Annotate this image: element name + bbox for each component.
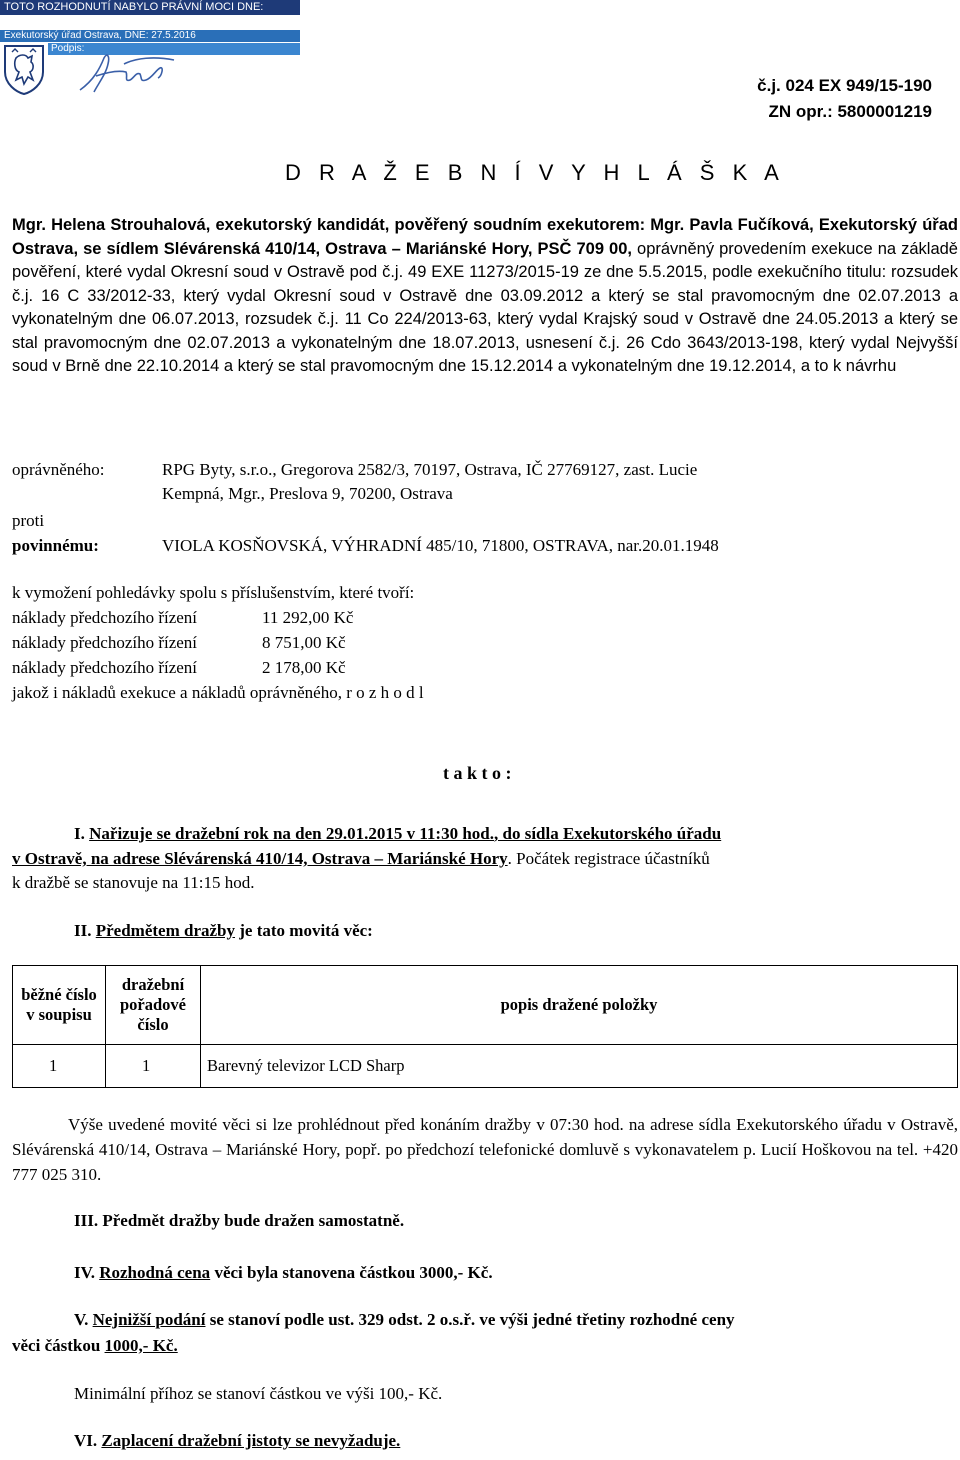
- section-5-line1: [74, 1310, 735, 1330]
- header-order-no: dražební pořadové číslo: [106, 966, 201, 1045]
- section-6: [74, 1431, 400, 1451]
- creditor-line1: RPG Byty, s.r.o., Gregorova 2582/3, 70197, Ostrava, IČ 27769127, zast. Lucie: [162, 460, 698, 479]
- section-2-subject: Předmětem dražby: [95, 921, 235, 940]
- section-4-number: IV.: [74, 1263, 95, 1282]
- claims-intro: k vymožení pohledávky spolu s příslušenstvím, které tvoří:: [12, 583, 415, 602]
- section-2-rest: je tato movitá věc:: [235, 921, 373, 940]
- against-label: proti: [12, 511, 45, 530]
- executor-identification: Mgr. Helena Strouhalová, exekutorský kandidát, pověřený soudním exekutorem: Mgr. Pavla Fučíková, Exekutorský úřad Ostrava, se sídlem Slévárenská 410/14, Ostrava – Mariánské Hory, PSČ 709 00,: [12, 216, 958, 258]
- claims-closing: jakož i nákladů exekuce a nákladů oprávněného, r o z h o d l: [12, 683, 424, 702]
- section-2-number: II.: [74, 921, 92, 940]
- section-1-number: I.: [74, 824, 85, 843]
- section-2-heading: [74, 921, 373, 941]
- claim-label-3: náklady předchozího řízení: [12, 658, 198, 677]
- table-header-row: [13, 966, 958, 1045]
- intro-paragraph: [12, 214, 958, 379]
- section-5-line2: [12, 1336, 178, 1356]
- auction-place-intro: , do sídla Exekutorského úřadu: [494, 824, 722, 843]
- viewing-paragraph: Výše uvedené movité věci si lze prohlédnout před konáním dražby v 07:30 hod. na adrese sídla Exekutorského úřadu v Ostravě, Slévárenská 410/14, Ostrava – Mariánské Hory, popř. po předchozí telefonické domluvě s vykonavatelem p. Lucií Hoškovou na tel. +420 777 025 310.: [12, 1115, 958, 1184]
- debtor-label: povinnému:: [12, 536, 99, 555]
- cell-order-no: 1: [106, 1045, 201, 1088]
- section-1-line1: [74, 824, 721, 844]
- takto-heading: t a k t o :: [443, 763, 512, 783]
- deposit-not-required: Zaplacení dražební jistoty se nevyžaduje.: [101, 1431, 401, 1450]
- document-title: D R A Ž E B N Í V Y H L Á Š K A: [285, 160, 785, 185]
- zn-opr-number: ZN opr.: 5800001219: [768, 102, 932, 121]
- section-4: [74, 1263, 493, 1283]
- coat-of-arms-logo: [2, 44, 46, 96]
- claim-label-2: náklady předchozího řízení: [12, 633, 198, 652]
- table-row: [13, 1045, 958, 1088]
- section-1-line3: k dražbě se stanovuje na 11:15 hod.: [12, 873, 255, 892]
- case-number: č.j. 024 EX 949/15-190: [757, 76, 932, 95]
- minimum-increment: Minimální příhoz se stanoví částkou ve výši 100,- Kč.: [74, 1384, 443, 1403]
- header-inventory-no: běžné číslo v soupisu: [13, 966, 106, 1045]
- decisive-price-text: věci byla stanovena částkou 3000,- Kč.: [210, 1263, 493, 1282]
- lowest-bid-text: se stanoví podle ust. 329 odst. 2 o.s.ř. ve výši jedné třetiny rozhodné ceny: [205, 1310, 735, 1329]
- claim-amount-3: 2 178,00 Kč: [262, 658, 346, 677]
- intro-text: oprávněný provedením exekuce na základě pověření, které vydal Okresní soud v Ostravě pod č.j. 49 EXE 11273/2015-19 ze dne 5.5.2015, podle exekučního titulu: rozsudek č.j. 16 C 33/2012-33, který vydal Okresní soud v Ostravě dne 03.09.2012 a který se stal pravomocným dne 02.07.2013 a vykonatelným dne 06.07.2013, rozsudek č.j. 11 Co 224/2013-63, který vydal Krajský soud v Ostravě dne 24.05.2013 a který se stal pravomocným dne 02.07.2013 a vykonatelným dne 18.07.2013, usnesení č.j. 26 Cdo 3643/2013-198, který vydal Nejvyšší soud v Brně dne 22.10.2014 a který se stal pravomocným dne 15.12.2014 a vykonatelným dne 19.12.2014, a to k návrhu: [12, 239, 958, 375]
- cell-inventory-no: 1: [13, 1045, 106, 1088]
- auction-date: Nařizuje se dražební rok na den 29.01.2015 v 11:30 hod.: [89, 824, 494, 843]
- section-1-line2: [12, 849, 710, 869]
- signature-label: Podpis:: [48, 43, 300, 55]
- section-3: III. Předmět dražby bude dražen samostatně.: [74, 1211, 405, 1230]
- auction-address: v Ostravě, na adrese Slévárenská 410/14, Ostrava – Mariánské Hory: [12, 849, 508, 868]
- header-description: popis dražené položky: [201, 966, 958, 1045]
- auction-items-table: [12, 965, 958, 1088]
- lowest-bid-pre: věci částkou: [12, 1336, 105, 1355]
- lowest-bid-label: Nejnižší podání: [92, 1310, 206, 1329]
- legal-force-banner: TOTO ROZHODNUTÍ NABYLO PRÁVNÍ MOCI DNE: 31.12.2015: [0, 0, 300, 15]
- office-date-banner: Exekutorský úřad Ostrava, DNE: 27.5.2016: [0, 30, 300, 42]
- handwritten-signature: [74, 50, 184, 98]
- registration-start-intro: . Počátek registrace účastníků: [507, 849, 710, 868]
- creditor-label: oprávněného:: [12, 460, 105, 479]
- lowest-bid-amount: 1000,- Kč.: [104, 1336, 178, 1355]
- section-6-number: VI.: [74, 1431, 98, 1450]
- claim-amount-1: 11 292,00 Kč: [262, 608, 354, 627]
- decisive-price-label: Rozhodná cena: [99, 1263, 211, 1282]
- section-5-number: V.: [74, 1310, 89, 1329]
- claim-label-1: náklady předchozího řízení: [12, 608, 198, 627]
- claim-amount-2: 8 751,00 Kč: [262, 633, 346, 652]
- creditor-line2: Kempná, Mgr., Preslova 9, 70200, Ostrava: [162, 484, 453, 503]
- debtor-info: VIOLA KOSŇOVSKÁ, VÝHRADNÍ 485/10, 71800, OSTRAVA, nar.20.01.1948: [162, 536, 719, 555]
- cell-description: Barevný televizor LCD Sharp: [201, 1045, 958, 1088]
